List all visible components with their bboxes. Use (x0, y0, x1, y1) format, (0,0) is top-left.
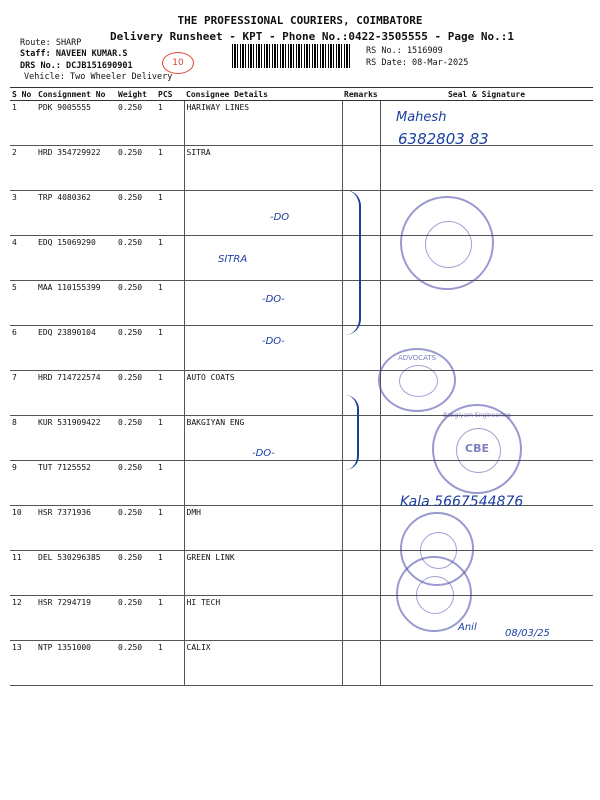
row-weight: 0.250 (116, 551, 156, 596)
table-row (10, 236, 593, 281)
row-consignment: EDQ 15069290 (36, 236, 116, 281)
row-remarks (342, 101, 380, 146)
row-consignee (184, 236, 342, 281)
row-pcs: 1 (156, 596, 184, 641)
table-row (10, 281, 593, 326)
row-pcs: 1 (156, 371, 184, 416)
staff-label: Staff: NAVEEN KUMAR.S (20, 49, 128, 59)
row-weight: 0.250 (116, 146, 156, 191)
handwritten-ditto: -DO- (252, 448, 275, 459)
row-weight: 0.250 (116, 101, 156, 146)
row-consignment: TRP 4080362 (36, 191, 116, 236)
row-consignment: KUR 531909422 (36, 416, 116, 461)
stamp-text: CBE (465, 442, 489, 455)
row-weight: 0.250 (116, 236, 156, 281)
engineering-stamp (432, 404, 522, 494)
col-remarks: Remarks (342, 88, 380, 101)
row-consignee (184, 326, 342, 371)
row-consignee: DMH (184, 506, 342, 551)
row-pcs: 1 (156, 281, 184, 326)
handwritten-name-phone: Kala 5667544876 (400, 494, 524, 510)
handwritten-brace (345, 190, 361, 335)
row-pcs: 1 (156, 101, 184, 146)
stamp-text: ADVOCATS (397, 354, 437, 362)
handwritten-brace (345, 395, 359, 470)
row-remarks (342, 146, 380, 191)
row-consignment: PDK 9005555 (36, 101, 116, 146)
row-consignee: AUTO COATS (184, 371, 342, 416)
runsheet-table (10, 87, 593, 686)
circled-mark: 10 (162, 52, 194, 74)
row-pcs: 1 (156, 146, 184, 191)
row-sno: 13 (10, 641, 36, 686)
row-consignee: CALIX (184, 641, 342, 686)
row-signature (380, 281, 593, 326)
handwritten-phone: 6382803 83 (398, 130, 489, 148)
table-row (10, 371, 593, 416)
row-remarks (342, 641, 380, 686)
handwritten-ditto: -DO- (262, 294, 285, 305)
row-pcs: 1 (156, 236, 184, 281)
row-pcs: 1 (156, 191, 184, 236)
runsheet-subtitle: Delivery Runsheet - KPT - Phone No.:0422-3505555 - Page No.:1 (110, 30, 514, 43)
row-consignee (184, 461, 342, 506)
row-weight: 0.250 (116, 371, 156, 416)
row-sno: 11 (10, 551, 36, 596)
table-row (10, 146, 593, 191)
handwritten-name: Mahesh (396, 110, 447, 125)
row-weight: 0.250 (116, 461, 156, 506)
row-consignment: DEL 530296385 (36, 551, 116, 596)
col-sno: S No (10, 88, 36, 101)
row-sno: 5 (10, 281, 36, 326)
row-consignee: HARIWAY LINES (184, 101, 342, 146)
row-pcs: 1 (156, 506, 184, 551)
row-weight: 0.250 (116, 596, 156, 641)
table-row (10, 551, 593, 596)
rs-number: RS No.: 1516909 (366, 46, 443, 56)
row-pcs: 1 (156, 326, 184, 371)
row-consignee (184, 191, 342, 236)
col-signature: Seal & Signature (380, 88, 593, 101)
row-weight: 0.250 (116, 506, 156, 551)
row-consignee: BAKGIYAN ENG (184, 416, 342, 461)
row-weight: 0.250 (116, 641, 156, 686)
row-sno: 1 (10, 101, 36, 146)
row-sno: 10 (10, 506, 36, 551)
row-pcs: 1 (156, 461, 184, 506)
table-header-row (10, 88, 593, 101)
table-row (10, 191, 593, 236)
handwritten-ditto: -DO- (262, 336, 285, 347)
row-pcs: 1 (156, 641, 184, 686)
col-consignment: Consignment No (36, 88, 116, 101)
table-row (10, 506, 593, 551)
round-seal-stamp (396, 556, 472, 632)
stamp-text: Bakgiyam Engineering (443, 412, 511, 419)
row-pcs: 1 (156, 416, 184, 461)
barcode (232, 44, 350, 68)
col-pcs: PCS (156, 88, 184, 101)
table-row (10, 641, 593, 686)
row-consignment: TUT 7125552 (36, 461, 116, 506)
row-sno: 4 (10, 236, 36, 281)
row-remarks (342, 551, 380, 596)
row-consignee: SITRA (184, 146, 342, 191)
row-sno: 6 (10, 326, 36, 371)
row-sno: 2 (10, 146, 36, 191)
row-consignment: HSR 7294719 (36, 596, 116, 641)
row-signature (380, 641, 593, 686)
row-remarks (342, 506, 380, 551)
row-sno: 9 (10, 461, 36, 506)
company-title: THE PROFESSIONAL COURIERS, COIMBATORE (177, 14, 423, 27)
row-sno: 7 (10, 371, 36, 416)
handwritten-date: 08/03/25 (505, 628, 550, 639)
row-pcs: 1 (156, 551, 184, 596)
row-consignment: EDQ 23890104 (36, 326, 116, 371)
row-sno: 12 (10, 596, 36, 641)
vehicle-label: Vehicle: Two Wheeler Delivery (24, 72, 173, 82)
advocats-stamp (378, 348, 456, 412)
row-weight: 0.250 (116, 281, 156, 326)
col-consignee: Consignee Details (184, 88, 342, 101)
row-consignee: GREEN LINK (184, 551, 342, 596)
row-consignment: HSR 7371936 (36, 506, 116, 551)
drs-label: DRS No.: DCJB151690901 (20, 61, 133, 71)
row-sno: 8 (10, 416, 36, 461)
row-sno: 3 (10, 191, 36, 236)
row-consignment: MAA 110155399 (36, 281, 116, 326)
row-signature (380, 146, 593, 191)
rs-date: RS Date: 08-Mar-2025 (366, 58, 469, 68)
row-consignee: HI TECH (184, 596, 342, 641)
row-weight: 0.250 (116, 191, 156, 236)
handwritten-signature: Anil (458, 622, 477, 633)
row-weight: 0.250 (116, 416, 156, 461)
row-remarks (342, 596, 380, 641)
col-weight: Weight (116, 88, 156, 101)
row-weight: 0.250 (116, 326, 156, 371)
row-consignment: HRD 714722574 (36, 371, 116, 416)
row-consignment: HRD 354729922 (36, 146, 116, 191)
table-row (10, 326, 593, 371)
route-label: Route: SHARP (20, 38, 82, 48)
handwritten-ditto: -DO (270, 212, 290, 223)
table-row (10, 101, 593, 146)
round-seal-stamp (400, 196, 494, 290)
row-consignment: NTP 1351000 (36, 641, 116, 686)
handwritten-sitra: SITRA (218, 254, 248, 265)
